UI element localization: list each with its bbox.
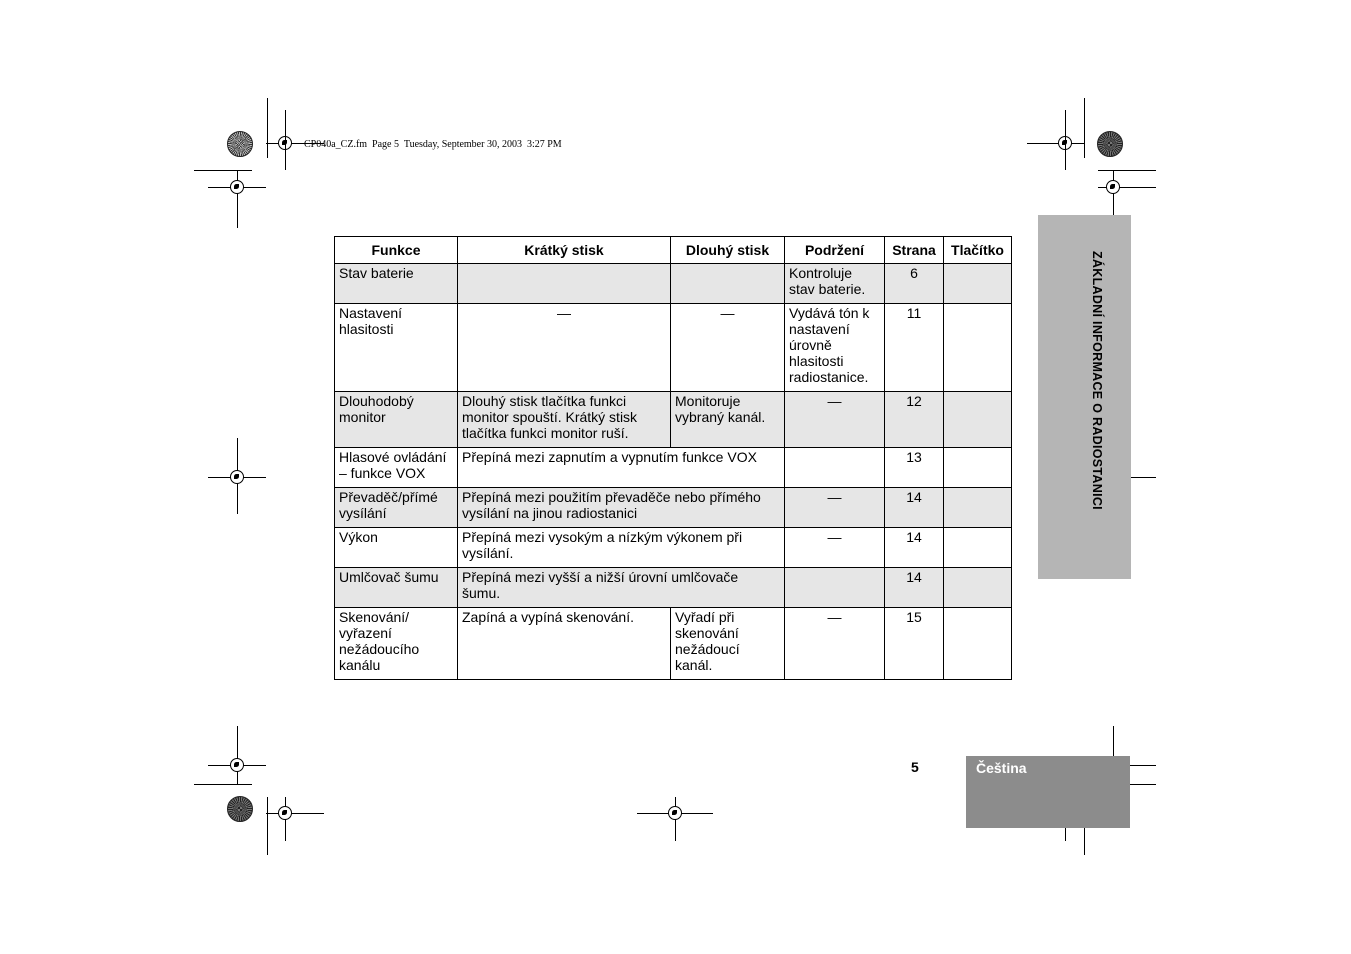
cell-kratky: —: [458, 304, 671, 392]
table-row: [335, 488, 1012, 528]
cell-dlouhy: Vyřadí při skenování nežádoucí kanál.: [671, 608, 785, 680]
column-header: Funkce: [335, 237, 458, 264]
cell-strana: 14: [885, 568, 944, 608]
chapter-side-tab: [1038, 215, 1131, 579]
cell-kratky: Zapíná a vypíná skenování.: [458, 608, 671, 680]
file-header-line: CP040a_CZ.fm Page 5 Tuesday, September 30, 2003 3:27 PM: [304, 139, 562, 150]
cell-funkce: Hlasové ovládání – funkce VOX: [335, 448, 458, 488]
cell-tlacitko: [944, 568, 1012, 608]
cell-funkce: Dlouhodobý monitor: [335, 392, 458, 448]
column-header: Podržení: [785, 237, 885, 264]
cell-strana: 13: [885, 448, 944, 488]
column-header: Strana: [885, 237, 944, 264]
cell-kratky-merged: Přepíná mezi vyšší a nižší úrovní umlčovače šumu.: [458, 568, 785, 608]
cell-strana: 15: [885, 608, 944, 680]
table-header-row: [335, 237, 1012, 264]
cell-strana: 14: [885, 528, 944, 568]
cell-podrzeni: [785, 568, 885, 608]
cell-kratky-merged: Přepíná mezi zapnutím a vypnutím funkce VOX: [458, 448, 785, 488]
page-number: 5: [911, 759, 919, 775]
registration-wheel-icon: [227, 796, 253, 822]
cell-tlacitko: [944, 608, 1012, 680]
language-tab: [966, 756, 1130, 828]
cell-tlacitko: [944, 392, 1012, 448]
registration-wheel-icon: [227, 131, 253, 157]
chapter-title: ZÁKLADNÍ INFORMACE O RADIOSTANICI: [1090, 251, 1104, 510]
table-row: [335, 608, 1012, 680]
cell-tlacitko: [944, 304, 1012, 392]
cell-kratky: [458, 264, 671, 304]
cell-tlacitko: [944, 488, 1012, 528]
cell-funkce: Skenování/ vyřazení nežádoucího kanálu: [335, 608, 458, 680]
table-row: [335, 568, 1012, 608]
cell-tlacitko: [944, 264, 1012, 304]
function-table: [334, 236, 1012, 680]
cell-funkce: Výkon: [335, 528, 458, 568]
column-header: Dlouhý stisk: [671, 237, 785, 264]
table-row: [335, 392, 1012, 448]
language-label: Čeština: [976, 760, 1027, 776]
registration-wheel-icon: [1097, 131, 1123, 157]
cell-podrzeni: —: [785, 528, 885, 568]
table-row: [335, 304, 1012, 392]
cell-tlacitko: [944, 528, 1012, 568]
cell-tlacitko: [944, 448, 1012, 488]
column-header: Krátký stisk: [458, 237, 671, 264]
cell-strana: 11: [885, 304, 944, 392]
table-row: [335, 264, 1012, 304]
cell-podrzeni: Vydává tón k nastavení úrovně hlasitosti radiostanice.: [785, 304, 885, 392]
cell-podrzeni: Kontroluje stav baterie.: [785, 264, 885, 304]
cell-strana: 14: [885, 488, 944, 528]
cell-funkce: Umlčovač šumu: [335, 568, 458, 608]
cell-dlouhy: [671, 264, 785, 304]
cell-strana: 12: [885, 392, 944, 448]
table-row: [335, 448, 1012, 488]
cell-strana: 6: [885, 264, 944, 304]
cell-funkce: Stav baterie: [335, 264, 458, 304]
cell-dlouhy: Monitoruje vybraný kanál.: [671, 392, 785, 448]
cell-kratky-merged: Přepíná mezi použitím převaděče nebo přímého vysílání na jinou radiostanici: [458, 488, 785, 528]
column-header: Tlačítko: [944, 237, 1012, 264]
cell-funkce: Nastavení hlasitosti: [335, 304, 458, 392]
cell-funkce: Převaděč/přímé vysílání: [335, 488, 458, 528]
cell-kratky-merged: Přepíná mezi vysokým a nízkým výkonem při vysílání.: [458, 528, 785, 568]
cell-podrzeni: —: [785, 608, 885, 680]
cell-kratky: Dlouhý stisk tlačítka funkci monitor spouští. Krátký stisk tlačítka funkci monitor ruší.: [458, 392, 671, 448]
cell-podrzeni: —: [785, 488, 885, 528]
cell-podrzeni: —: [785, 392, 885, 448]
table-row: [335, 528, 1012, 568]
cell-dlouhy: —: [671, 304, 785, 392]
cell-podrzeni: [785, 448, 885, 488]
